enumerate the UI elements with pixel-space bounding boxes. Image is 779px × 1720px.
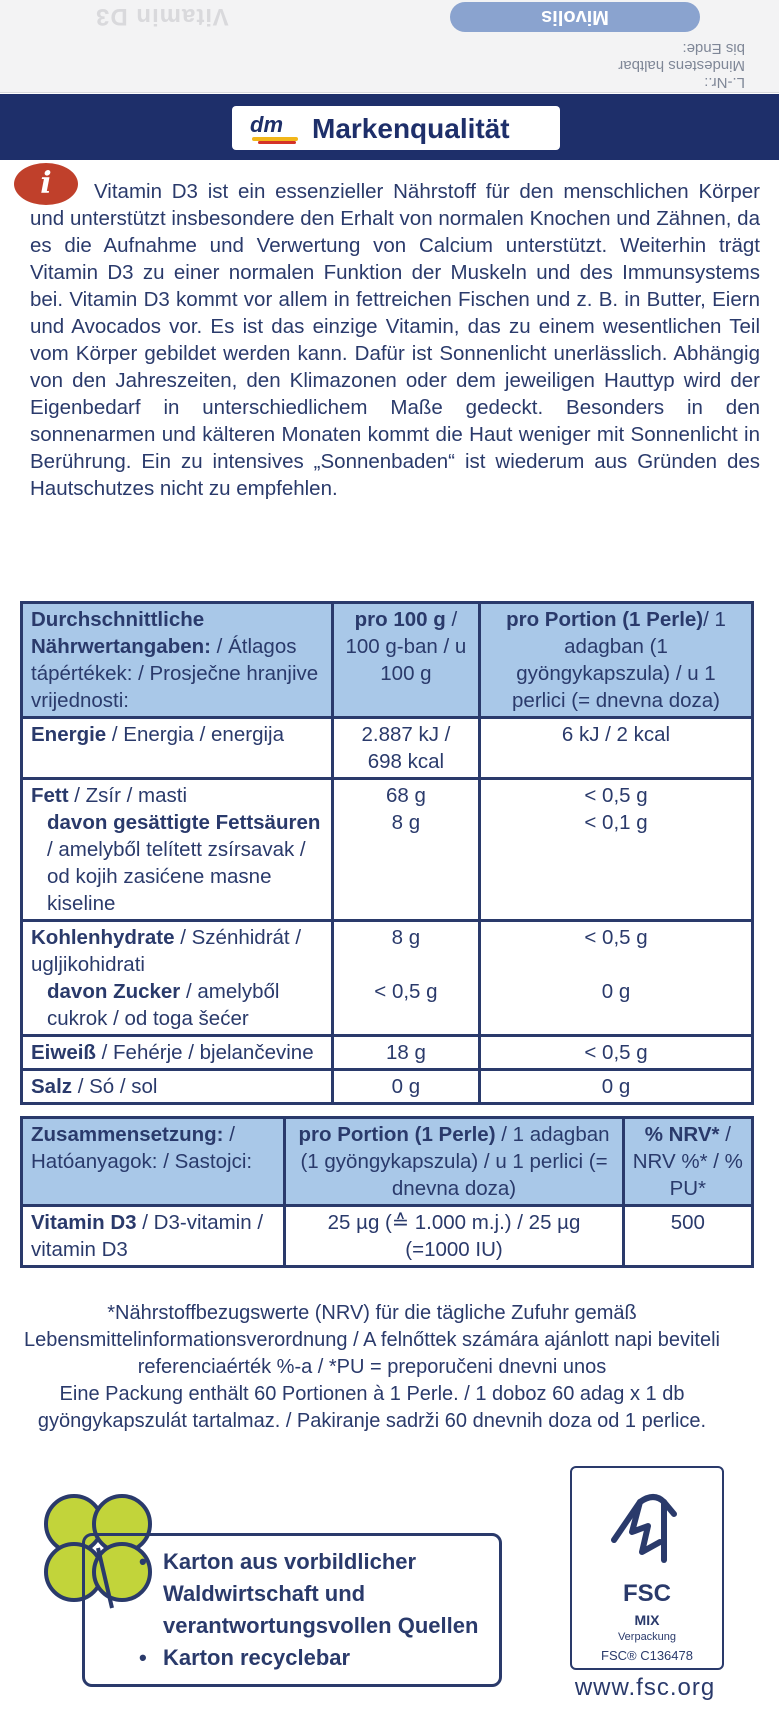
package-footnote: Eine Packung enthält 60 Portionen à 1 Perle. / 1 doboz 60 adag x 1 db gyöngykapszulát tartalmaz. / Pakiranje sadrži 60 dnevnih doza od 1 perlice. <box>37 1383 707 1432</box>
vitamin-label-rest: / D3-vitamin / vitamin D3 <box>31 1211 264 1261</box>
comp-portion-rest: / 1 adagban (1 gyöngykapszula) / u 1 perlici (= dnevna doza) <box>300 1123 610 1200</box>
header-portion-bold: pro Portion (1 Perle) <box>506 608 704 631</box>
table-row <box>22 718 753 779</box>
comp-label-bold: Zusammensetzung: <box>31 1123 224 1146</box>
fsc-mix: MIX <box>634 1612 660 1628</box>
vitamin-portion: 25 µg (≙ 1.000 m.j.) / 25 µg (=1000 IU) <box>285 1206 623 1267</box>
energy-label-rest: / Energia / energija <box>106 723 284 746</box>
nutrition-header-label <box>22 603 333 718</box>
carbs-per100: 8 g <box>391 926 421 949</box>
fsc-name: FSC <box>623 1580 671 1607</box>
salt-label-rest: / Só / sol <box>72 1075 158 1098</box>
sugar-portion: 0 g <box>601 980 631 1003</box>
brand-quality-label: Markenqualität <box>312 113 510 144</box>
nutrition-header-per100 <box>332 603 479 718</box>
row-label-energy <box>22 718 333 779</box>
table-row <box>22 1036 753 1070</box>
comp-label-rest: / Hatóanyagok: / Sastojci: <box>31 1123 253 1173</box>
sugar-label-bold: davon Zucker <box>47 980 181 1003</box>
eco-list <box>163 1546 493 1674</box>
nutrition-header-portion <box>480 603 753 718</box>
satfat-label-bold: davon gesättigte Fettsäuren <box>47 811 321 834</box>
flipped-best-before <box>595 40 745 91</box>
carbs-label-bold: Kohlenhydrate <box>31 926 175 949</box>
fat-label-rest: / Zsír / masti <box>68 784 188 807</box>
table-row <box>22 1206 753 1267</box>
row-label-protein <box>22 1036 333 1070</box>
eco-item-cont: verantwortungsvollen Quellen <box>163 1613 479 1638</box>
fat-label-bold: Fett <box>31 784 69 807</box>
satfat-label-rest: / amelyből telített zsírsavak / od kojih zasićene masne kiseline <box>47 838 306 915</box>
protein-per100: 18 g <box>332 1036 479 1070</box>
composition-table <box>20 1116 754 1268</box>
eco-item: • Karton aus vorbildlicher <box>163 1546 493 1578</box>
eco-item: • Karton recyclebar <box>163 1642 493 1674</box>
sugar-per100: < 0,5 g <box>374 980 438 1003</box>
sugar-label-rest: / amelyből cukrok / od toga šećer <box>47 980 280 1030</box>
fsc-packaging: Verpackung <box>617 1631 677 1643</box>
fsc-url: www.fsc.org <box>574 1674 716 1701</box>
nutrition-table <box>20 601 754 1105</box>
vitamin-label-bold: Vitamin D3 <box>31 1211 137 1234</box>
dm-logo-icon <box>250 113 302 145</box>
header-label-sep: / <box>210 635 223 658</box>
lot-label: L.-Nr.: <box>704 74 745 91</box>
salt-portion: 0 g <box>480 1070 753 1104</box>
energy-portion: 6 kJ / 2 kcal <box>480 718 753 779</box>
fat-per100: 68 g <box>385 784 426 807</box>
satfat-per100: 8 g <box>391 811 421 834</box>
flipped-product-name: Vitamin D3 <box>95 3 229 30</box>
eco-info-box <box>82 1533 502 1687</box>
salt-label-bold: Salz <box>31 1075 73 1098</box>
row-label-salt <box>22 1070 333 1104</box>
composition-header-portion <box>285 1118 623 1206</box>
nutrition-header-row <box>22 603 753 718</box>
dm-logo-text: dm <box>250 112 283 137</box>
fsc-label <box>570 1466 724 1670</box>
table-row <box>22 921 753 1036</box>
fsc-code: FSC® C136478 <box>601 1648 693 1663</box>
fat-portion-cell <box>480 779 753 921</box>
carbs-per100-cell <box>332 921 479 1036</box>
protein-portion: < 0,5 g <box>480 1036 753 1070</box>
header-per100-bold: pro 100 g <box>354 608 446 631</box>
row-label-fat <box>22 779 333 921</box>
carbs-portion-cell <box>480 921 753 1036</box>
eco-item-cont: Waldwirtschaft und <box>163 1581 366 1606</box>
brand-quality-badge <box>232 106 560 150</box>
comp-nrv-rest: / NRV %* / % PU* <box>632 1123 743 1200</box>
protein-label-rest: / Fehérje / bjelančevine <box>95 1041 314 1064</box>
comp-nrv-bold: % NRV* <box>644 1123 720 1146</box>
comp-portion-bold: pro Portion (1 Perle) <box>298 1123 496 1146</box>
flipped-brand-pill: Mivolis <box>450 2 700 32</box>
header-portion-rest: / 1 adagban (1 gyöngykapszula) / u 1 perlici (= dnevna doza) <box>512 608 726 712</box>
composition-header-label <box>22 1118 285 1206</box>
header-per100-rest: / 100 g-ban / u 100 g <box>345 608 467 685</box>
carbs-label-rest: / Szénhidrát / ugljikohidrati <box>31 926 302 976</box>
info-icon: i <box>14 163 78 205</box>
fat-portion: < 0,5 g <box>584 784 648 807</box>
table-row <box>22 1070 753 1104</box>
best-before-label: Mindestens haltbar bis Ende: <box>618 40 745 74</box>
nrv-footnote: *Nährstoffbezugswerte (NRV) für die tägliche Zufuhr gemäß Lebensmittelinformationsverordnung / A felnőttek számára ajánlott napi beviteli referenciaérték %-a / *PU = preporučeni dnevni unos <box>24 1302 720 1378</box>
energy-per100: 2.887 kJ / 698 kcal <box>332 718 479 779</box>
row-label-carbs <box>22 921 333 1036</box>
satfat-portion: < 0,1 g <box>584 811 648 834</box>
protein-label-bold: Eiweiß <box>31 1041 96 1064</box>
energy-label-bold: Energie <box>31 723 107 746</box>
intro-text: Vitamin D3 ist ein essenzieller Nährstoff für den menschlichen Körper und unterstützt insbesondere den Erhalt von normalen Knochen und Zähnen, da es die Aufnahme und Verwertung von Calcium unterstützt. Weiterhin trägt Vitamin D3 zu einer normalen Funktion der Muskeln und des Immunsystems bei. Vitamin D3 kommt vor allem in fettreichen Fischen und z. B. in Butter, Eiern und Avocados vor. Es ist das einzige Vitamin, das zu einem wesentlichen Teil vom Körper gebildet werden kann. Dafür ist Sonnenlicht unerlässlich. Abhängig von den Jahreszeiten, den Klimazonen oder dem jeweiligen Hauttyp wird der Eigenbedarf in unterschiedlichem Maße gedeckt. Besonders in den sonnenarmen und kälteren Monaten kommt die Haut weniger mit Sonnenlicht in Berührung. Ein zu intensives „Sonnenbaden“ ist wiederum aus Gründen des Hautschutzes nicht zu empfehlen. <box>30 180 760 500</box>
table-row <box>22 779 753 921</box>
vitamin-label <box>22 1206 285 1267</box>
footnotes <box>22 1300 722 1435</box>
salt-per100: 0 g <box>332 1070 479 1104</box>
carbs-portion: < 0,5 g <box>584 926 648 949</box>
composition-header-row <box>22 1118 753 1206</box>
composition-header-nrv <box>623 1118 752 1206</box>
fat-per100-cell <box>332 779 479 921</box>
header-label-bold: Durchschnittliche Nährwertangaben: <box>31 608 211 658</box>
vitamin-nrv: 500 <box>623 1206 752 1267</box>
header-label-rest: Átlagos tápértékek: / Prosječne hranjive vrijednosti: <box>31 635 319 712</box>
top-flap <box>0 0 779 93</box>
fsc-tree-icon <box>604 1482 690 1568</box>
